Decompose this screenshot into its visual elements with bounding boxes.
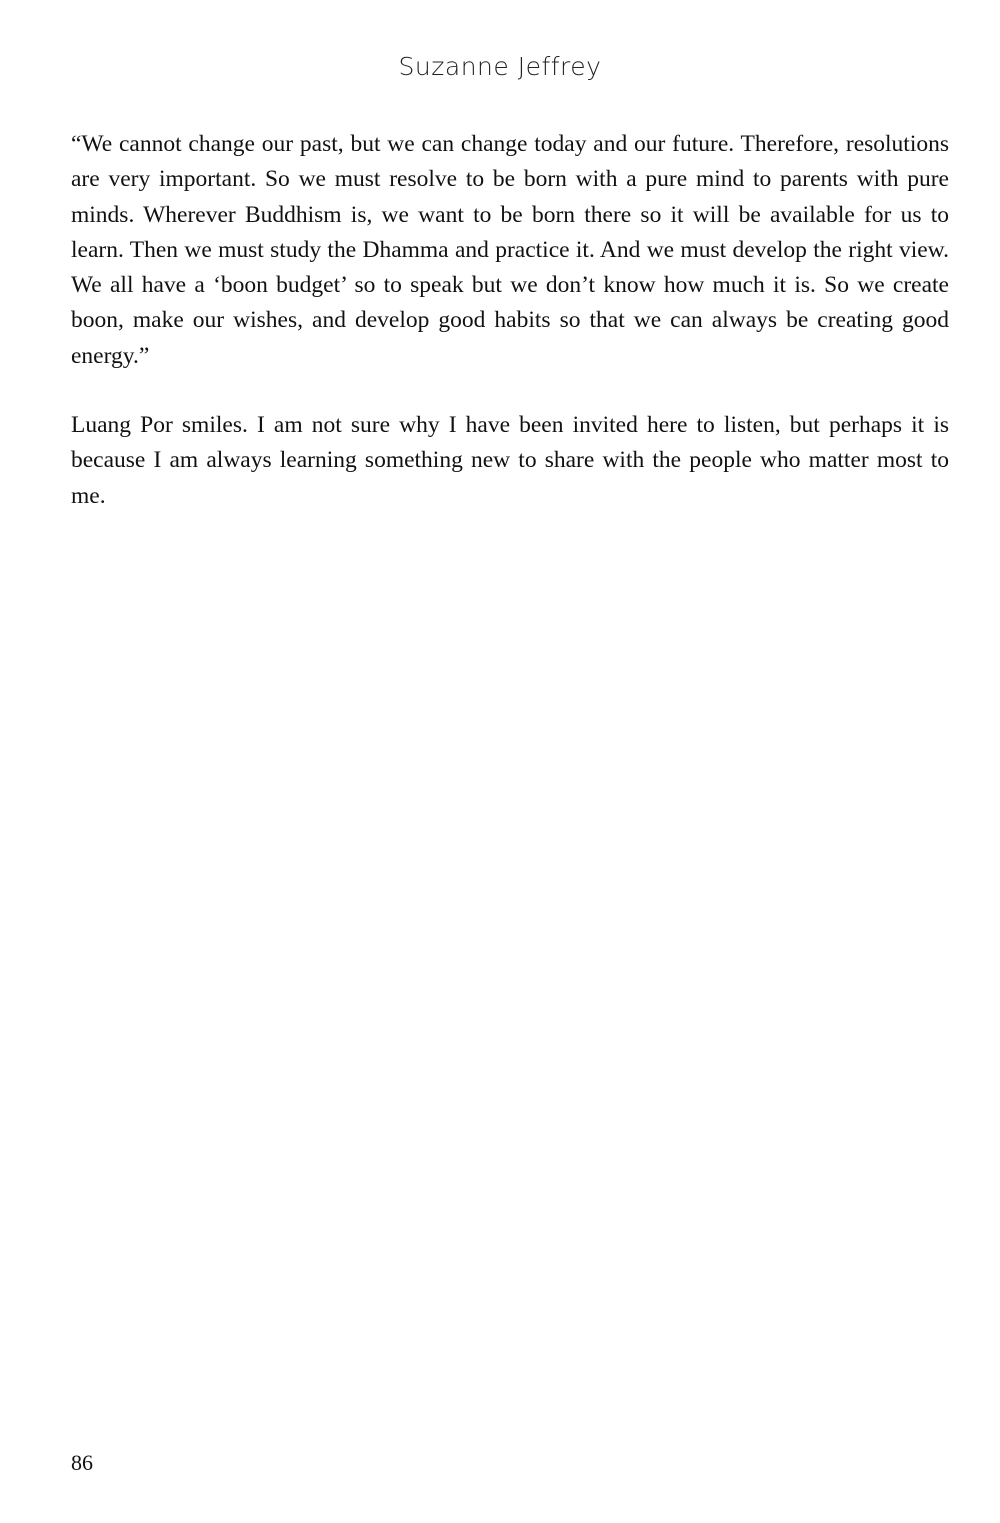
paragraph-quote: “We cannot change our past, but we can change today and our future. Therefore, resolutions are very important. So we must resolve to be born with a pure mind to parents with pure minds. Wherever Buddhism is, we want to be born there so it will be available for us to learn. Then we must study the Dhamma and practice it. And we must develop the right view. We all have a ‘boon budget’ so to speak but we don’t know how much it is. So we create boon, make our wishes, and develop good habits so that we can always be creating good energy.” — [71, 131, 949, 369]
paragraph-narration: Luang Por smiles. I am not sure why I have been invited here to listen, but perhaps it is because I am always learning something new to share with the people who matter most to me. — [71, 412, 949, 509]
page-number: 86 — [71, 1450, 93, 1475]
running-header: Suzanne Jeffrey — [398, 52, 602, 81]
